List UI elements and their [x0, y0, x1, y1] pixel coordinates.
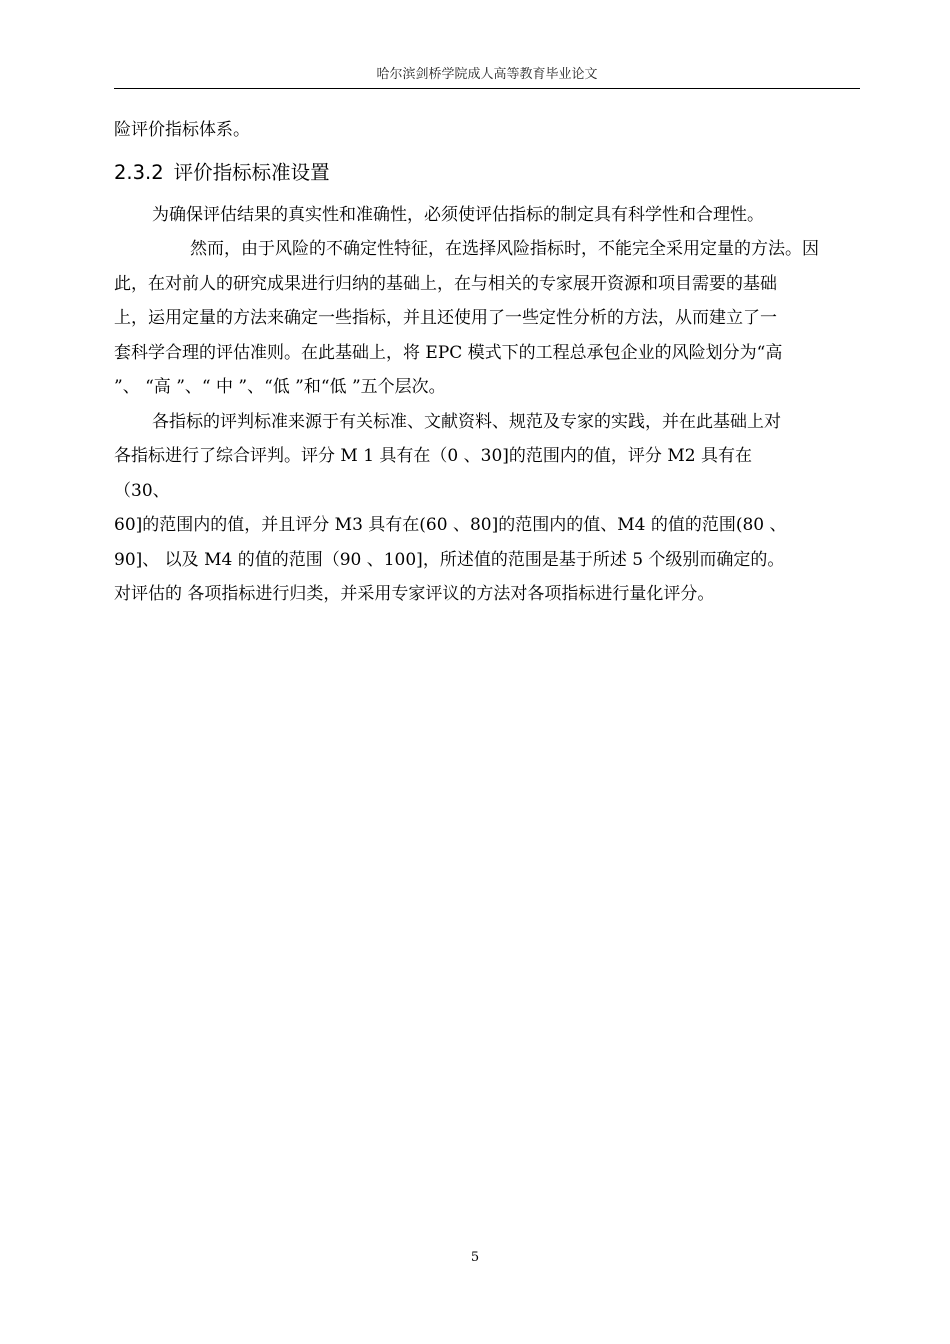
page-number: 5 [470, 1250, 480, 1265]
paragraph-line: 各指标的评判标准来源于有关标准、文献资料、规范及专家的实践，并在此基础上对 [152, 411, 781, 432]
paragraph-line: 60]的范围内的值，并且评分 M3 具有在(60 、80]的范围内的值、M4 的值的范围(80 、 [114, 515, 787, 535]
paragraph-line: 套科学合理的评估准则。在此基础上，将 EPC 模式下的工程总承包企业的风险划分为“高 [114, 342, 783, 363]
paragraph-3 [114, 405, 860, 612]
running-header [114, 64, 860, 89]
paragraph-line: 然而，由于风险的不确定性特征，在选择风险指标时，不能完全采用定量的方法。因 [190, 239, 819, 259]
continuation-paragraph: 险评价指标体系。 [114, 120, 250, 140]
paragraph-line: ”、 “高 ”、“ 中 ”、“低 ”和“低 ”五个层次。 [114, 377, 446, 397]
paragraph-1: 为确保评估结果的真实性和准确性，必须使评估指标的制定具有科学性和合理性。 [152, 204, 764, 225]
document-body [114, 113, 860, 612]
paragraph-line: 各指标进行了综合评判。评分 M 1 具有在（0 、30]的范围内的值，评分 M2 具有在 [114, 446, 752, 466]
running-header-title: 哈尔滨剑桥学院成人高等教育毕业论文 [376, 67, 598, 82]
section-number: 2.3.2 [114, 160, 164, 184]
section-heading [114, 148, 860, 198]
paragraph-2 [114, 232, 860, 405]
paragraph-line: 上，运用定量的方法来确定一些指标，并且还使用了一些定性分析的方法，从而建立了一 [114, 308, 777, 328]
paragraph-line: 对评估的 各项指标进行归类，并采用专家评议的方法对各项指标进行量化评分。 [114, 584, 715, 604]
paragraph-line: 此，在对前人的研究成果进行归纳的基础上，在与相关的专家展开资源和项目需要的基础 [114, 273, 777, 294]
paragraph-line: （30、 [114, 480, 170, 501]
paragraph-line: 90]、 以及 M4 的值的范围（90 、100]，所述值的范围是基于所述 5 个级别而确定的。 [114, 549, 785, 570]
section-title: 评价指标标准设置 [173, 160, 330, 184]
